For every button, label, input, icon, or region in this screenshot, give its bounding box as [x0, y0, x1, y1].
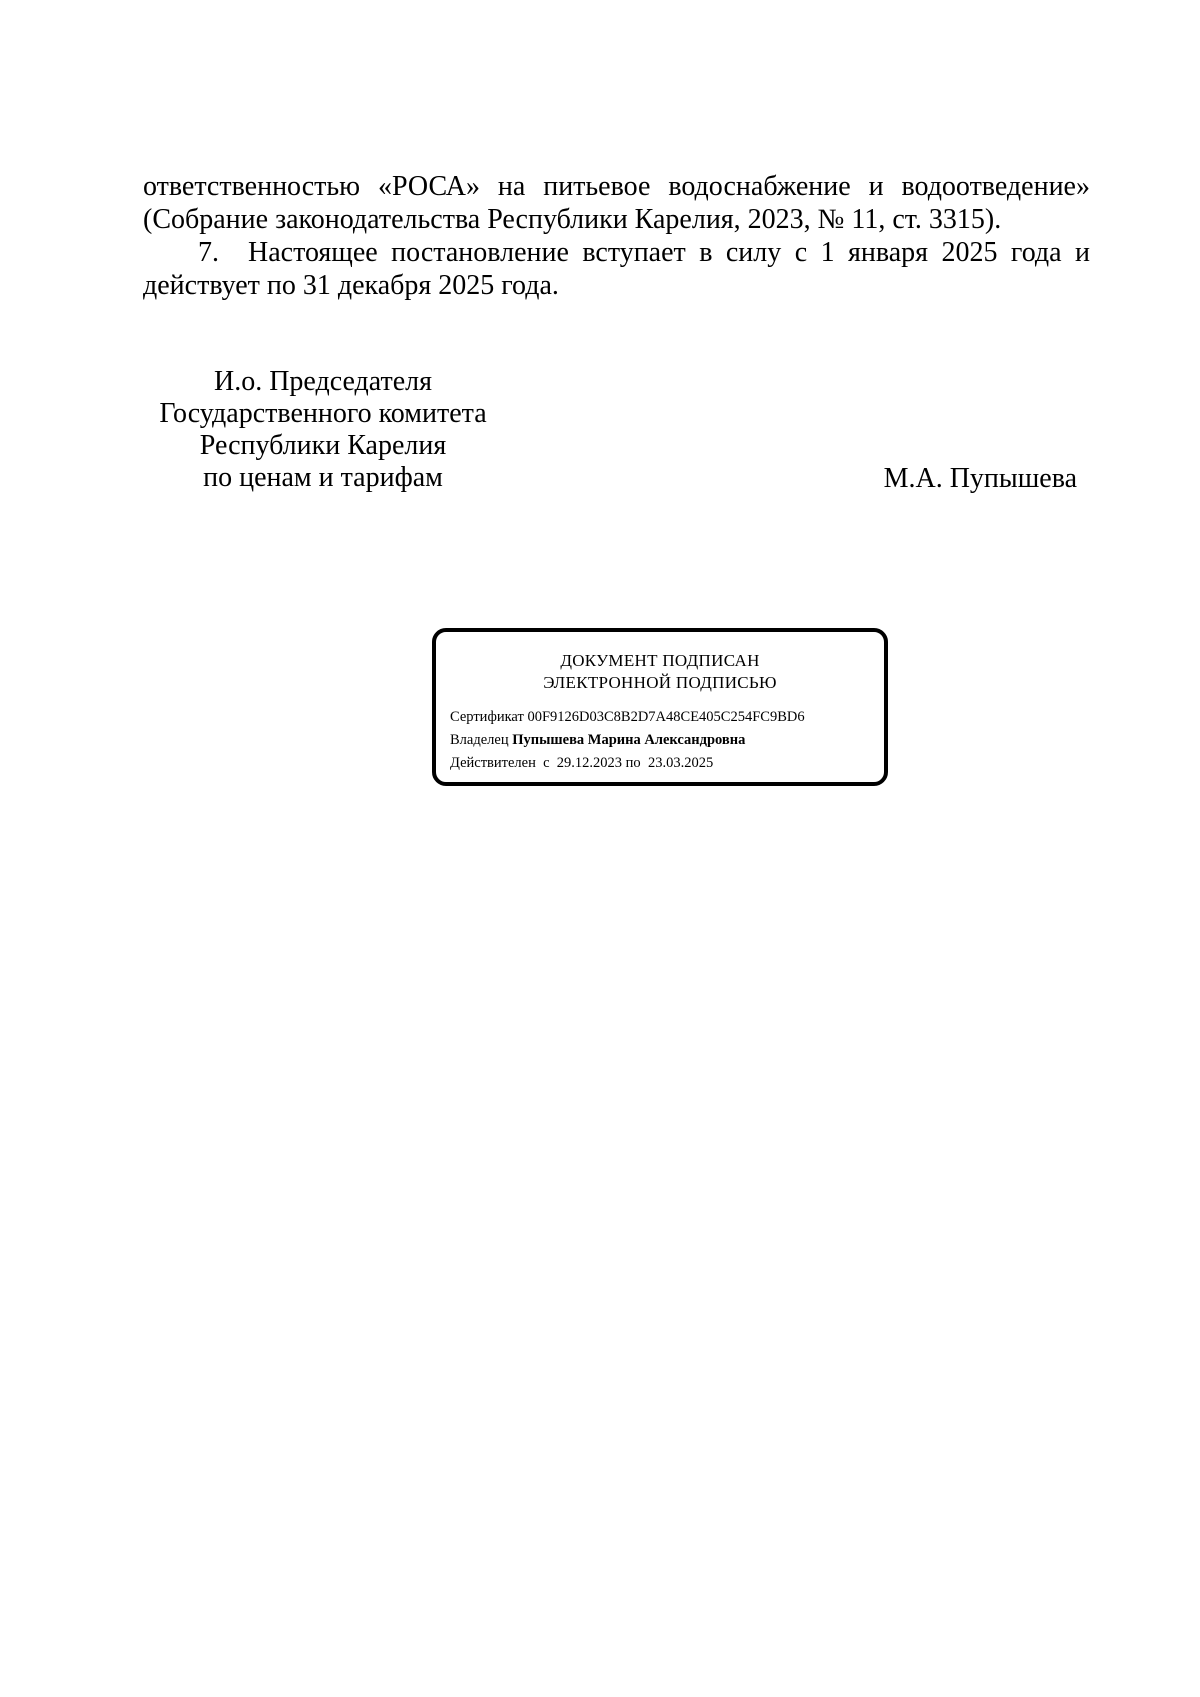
position-line: по ценам и тарифам	[203, 462, 443, 493]
valid-label: Действителен	[450, 755, 536, 771]
valid-from-date: 29.12.2023	[556, 755, 623, 771]
owner-line	[450, 729, 805, 752]
position-line: И.о. Председателя	[213, 366, 433, 397]
valid-to-prefix: по	[625, 755, 641, 771]
electronic-signature-stamp	[432, 628, 888, 786]
signer-name: М.А. Пупышева	[883, 463, 1077, 494]
paragraph-item-7	[143, 236, 1090, 302]
paragraph-continuation: ответственностью «РОСА» на питьевое водоснабжение и водоотведение» (Собрание законодательства Республики Карелия, 2023, № 11, ст. 3315).	[143, 171, 1090, 235]
item-number: 7.	[198, 237, 219, 268]
owner-label: Владелец	[450, 732, 509, 748]
item-text: Настоящее постановление вступает в силу с 1 января 2025 года и действует по 31 декабря 2025 года.	[143, 237, 1090, 301]
owner-value: Пупышева Марина Александровна	[512, 732, 746, 748]
stamp-title-line: ДОКУМЕНТ ПОДПИСАН	[560, 651, 760, 670]
stamp-details	[450, 706, 805, 775]
position-line: Государственного комитета	[159, 398, 487, 429]
valid-from-prefix: с	[543, 755, 550, 771]
valid-to-date: 23.03.2025	[647, 755, 714, 771]
certificate-value: 00F9126D03C8B2D7A48CE405C254FC9BD6	[527, 709, 805, 725]
validity-line	[450, 752, 805, 775]
signatory-position	[143, 366, 503, 494]
certificate-line	[450, 706, 805, 729]
certificate-label: Сертификат	[450, 709, 524, 725]
document-body	[143, 170, 1090, 302]
stamp-title-line: ЭЛЕКТРОННОЙ ПОДПИСЬЮ	[543, 673, 777, 692]
stamp-title	[436, 650, 884, 694]
position-line: Республики Карелия	[199, 430, 447, 461]
